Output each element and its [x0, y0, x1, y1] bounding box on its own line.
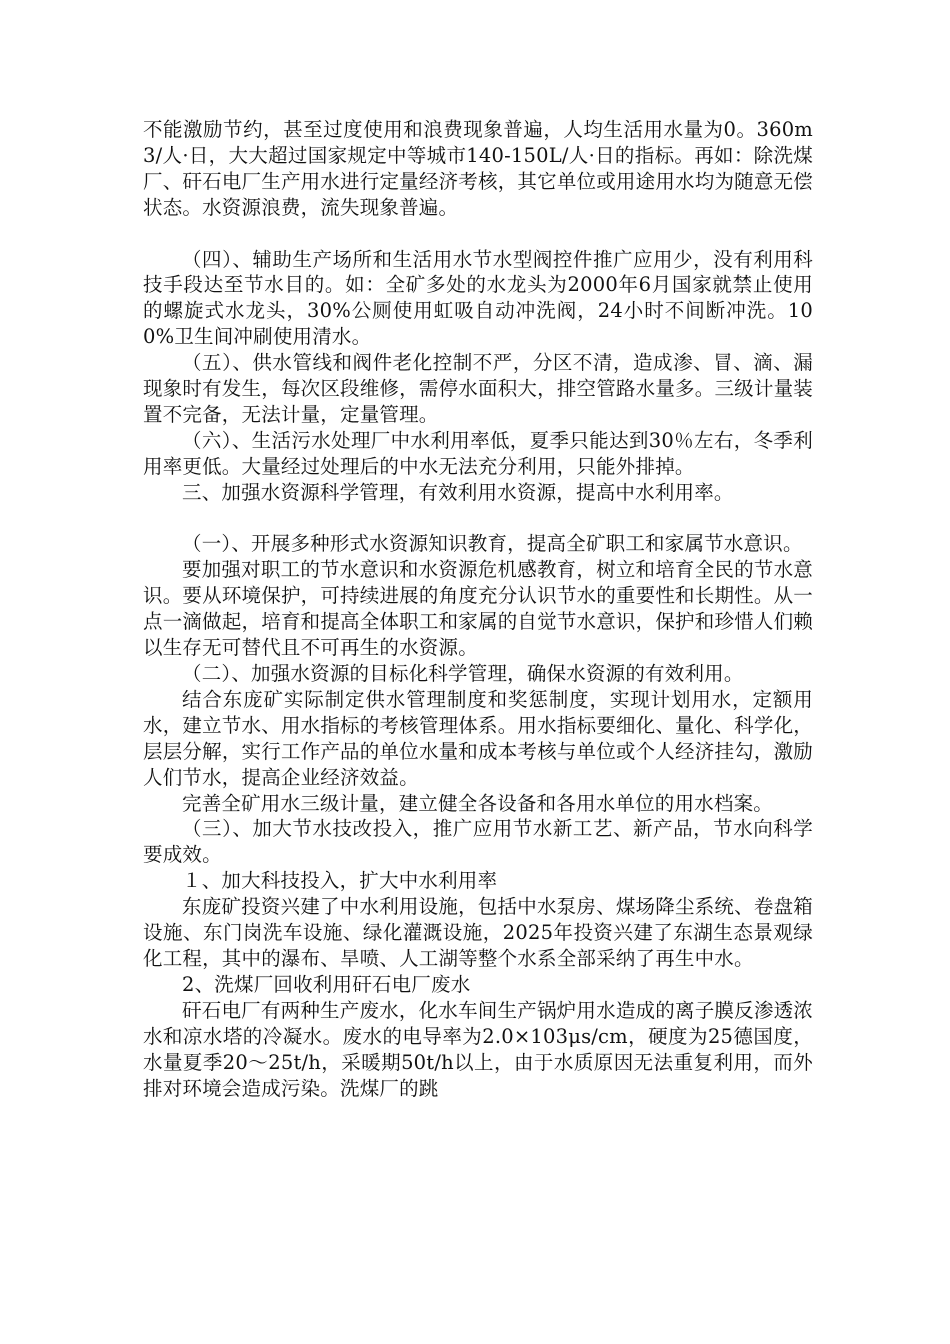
- paragraph-item-1-heading: １、加大科技投入，扩大中水利用率: [182, 869, 498, 893]
- paragraph-subsection-2: （二）、加强水资源的目标化科学管理，确保水资源的有效利用。: [182, 662, 744, 685]
- paragraph-metering: 完善全矿用水三级计量，建立健全各设备和各用水单位的用水档案。: [182, 791, 774, 815]
- paragraph-subsection-3: （三）、加大节水技改投入，推广应用节水新工艺、新产品，节水向科学要成效。: [143, 817, 813, 867]
- paragraph-section-5: （五）、供水管线和阀件老化控制不严，分区不清，造成渗、冒、滴、漏现象时有发生，每次区段维修，需停水面积大，排空管路水量多。三级计量装置不完备，无法计量，定量管理。: [143, 351, 813, 426]
- paragraph-subsection-1: （一）、开展多种形式水资源知识教育，提高全矿职工和家属节水意识。: [182, 532, 803, 556]
- paragraph-management: 结合东庞矿实际制定供水管理制度和奖惩制度，实现计划用水，定额用水，建立节水、用水指标的考核管理体系。用水指标要细化、量化、科学化，层层分解，实行工作产品的单位水量和成本考核与单位或个人经济挂勾，激励人们节水，提高企业经济效益。: [143, 687, 813, 789]
- paragraph-section-4: （四）、辅助生产场所和生活用水节水型阀控件推广应用少，没有利用科技手段达至节水目的。如：全矿多处的水龙头为2000年6月国家就禁止使用的螺旋式水龙头，30%公厕使用虹吸自动冲洗阀，24小时不间断冲洗。100%卫生间冲刷使用清水。: [143, 247, 813, 349]
- document-body: [143, 117, 813, 1101]
- paragraph-section-6: （六）、生活污水处理厂中水利用率低，夏季只能达到30％左右，冬季利用率更低。大量经过处理后的中水无法充分利用，只能外排掉。: [143, 428, 813, 478]
- paragraph-water-waste: 不能激励节约，甚至过度使用和浪费现象普遍，人均生活用水量为0。360m3/人·日，大大超过国家规定中等城市140-150L/人·日的指标。再如：除洗煤厂、矸石电厂生产用水进行定量经济考核，其它单位或用途用水均为随意无偿状态。水资源浪费，流失现象普遍。: [143, 118, 813, 219]
- paragraph-education: 要加强对职工的节水意识和水资源危机感教育，树立和培育全民的节水意识。要从环境保护，可持续进展的角度充分认识节水的重要性和长期性。从一点一滴做起，培育和提高全体职工和家属的自觉节水意识，保护和珍惜人们赖以生存无可替代且不可再生的水资源。: [143, 558, 813, 660]
- paragraph-wastewater: 矸石电厂有两种生产废水，化水车间生产锅炉用水造成的离子膜反渗透浓水和凉水塔的冷凝水。废水的电导率为2.0×103μs/cm，硬度为25德国度，水量夏季20～25t/h，采暖期50t/h以上，由于水质原因无法重复利用，而外排对环境会造成污染。洗煤厂的跳: [143, 998, 813, 1100]
- paragraph-item-2-heading: 2、洗煤厂回收利用矸石电厂废水: [182, 972, 471, 996]
- paragraph-reclaimed-water: 东庞矿投资兴建了中水利用设施，包括中水泵房、煤场降尘系统、卷盘箱设施、东门岗洗车设施、绿化灌溉设施，2025年投资兴建了东湖生态景观绿化工程，其中的瀑布、旱喷、人工湖等整个水系全部采纳了再生中水。: [143, 895, 813, 970]
- heading-part-3: 三、加强水资源科学管理，有效利用水资源，提高中水利用率。: [182, 480, 734, 504]
